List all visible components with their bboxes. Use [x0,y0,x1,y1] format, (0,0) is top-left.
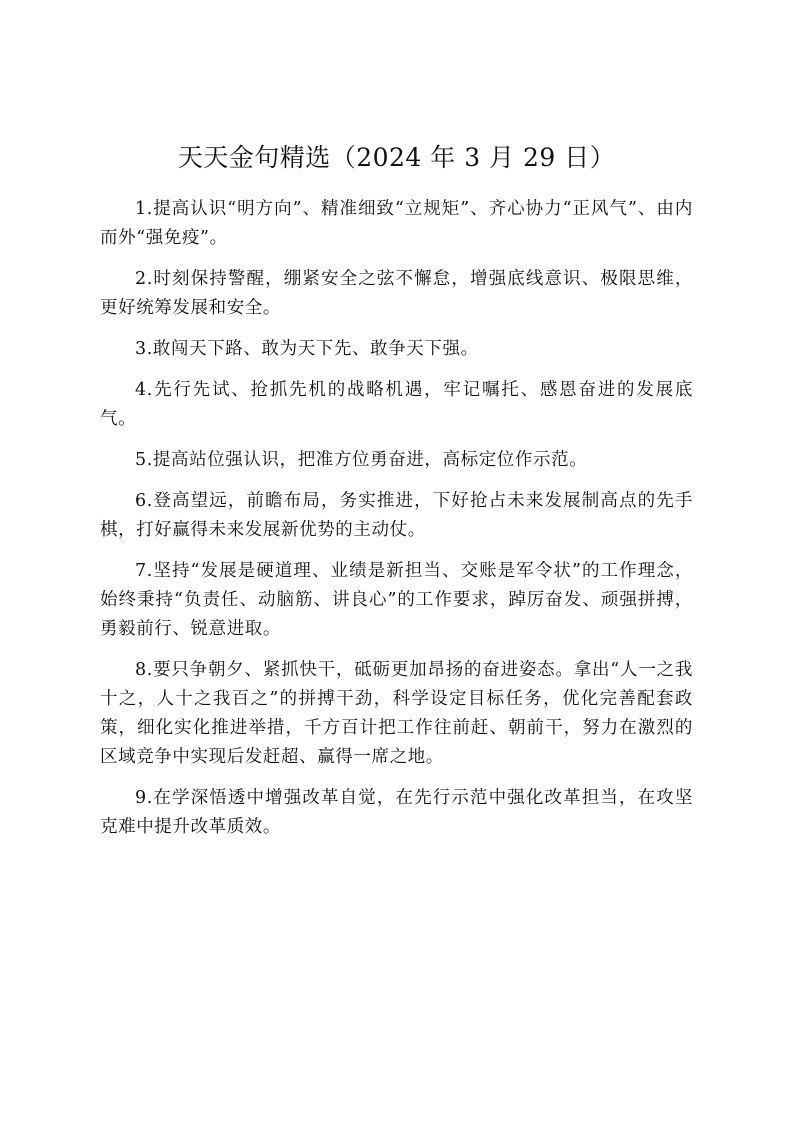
paragraph-1: 1.提高认识“明方向”、精准细致“立规矩”、齐心协力“正风气”、由内而外“强免疫”。 [100,199,693,248]
paragraph-2: 2.时刻保持警醒，绷紧安全之弦不懈怠，增强底线意识、极限思维，更好统筹发展和安全。 [100,269,693,318]
paragraph-5: 5.提高站位强认识，把准方位勇奋进，高标定位作示范。 [135,450,588,470]
paragraph-8: 8.要只争朝夕、紧抓快干，砥砺更加昂扬的奋进姿态。拿出“人一之我十之，人十之我百之”的拼搏干劲，科学设定目标任务，优化完善配套政策，细化实化推进举措，千方百计把工作往前赶、朝前干，努力在激烈的区域竞争中实现后发赶超、赢得一席之地。 [100,660,693,767]
paragraph-7: 7.坚持“发展是硬道理、业绩是新担当、交账是军令状”的工作理念，始终秉持“负责任、动脑筋、讲良心”的工作要求，踔厉奋发、顽强拼搏，勇毅前行、锐意进取。 [100,561,693,639]
paragraph-6: 6.登高望远，前瞻布局，务实推进，下好抢占未来发展制高点的先手棋，打好赢得未来发展新优势的主动仗。 [100,491,693,540]
paragraph-9: 9.在学深悟透中增强改革自觉，在先行示范中强化改革担当，在攻坚克难中提升改革质效。 [100,788,693,837]
paragraph-4: 4.先行先试、抢抓先机的战略机遇，牢记嘱托、感恩奋进的发展底气。 [100,380,693,429]
page-title: 天天金句精选（2024 年 3 月 29 日） [177,143,616,172]
document-body [100,195,693,854]
paragraph-3: 3.敢闯天下路、敢为天下先、敢争天下强。 [135,339,479,359]
